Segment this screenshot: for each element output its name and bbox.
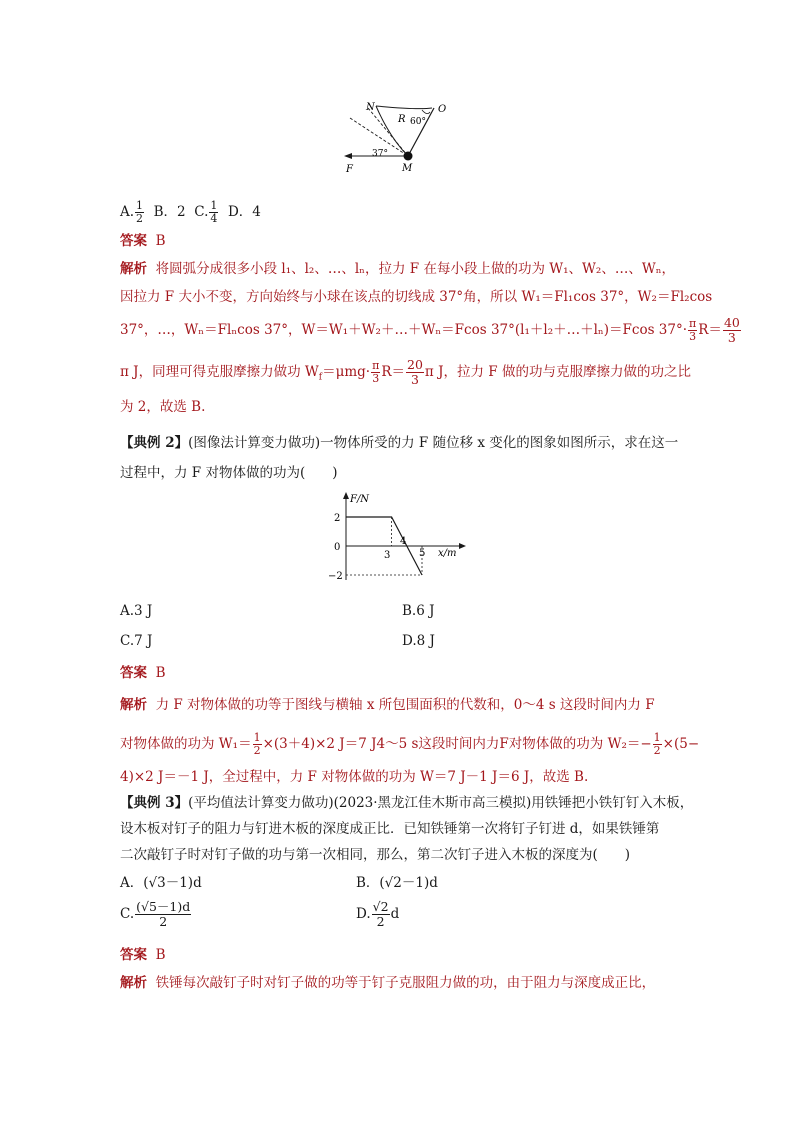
q2-option-D[interactable]: D.8 J: [402, 633, 435, 649]
q2-option-B[interactable]: B.6 J: [402, 603, 435, 619]
y-tick-0: 0: [334, 542, 341, 553]
label-F: F: [346, 164, 353, 175]
y-tick-2: 2: [334, 513, 341, 524]
label-M: M: [402, 163, 413, 174]
example-3-line2: 设木板对钉子的阻力与钉进木板的深度成正比．已知铁锤第一次将钉子钉进 d，如果铁锤第: [120, 821, 660, 837]
q1-opt-D[interactable]: D．4: [227, 204, 261, 220]
force-arrowhead: [344, 153, 352, 159]
y-tick-neg2: −2: [328, 571, 343, 582]
force-displacement-graph: [322, 490, 472, 582]
q2-option-A[interactable]: A.3 J: [120, 603, 153, 619]
arc-R: [376, 106, 432, 109]
angle-60: 60°: [410, 117, 426, 127]
y-axis-arrow: [343, 492, 349, 499]
q3-option-D[interactable]: D. $\frac{√2}{2}$ d: [356, 899, 400, 929]
q3-option-C[interactable]: C. $\frac{(√5-1)d}{2}$: [120, 899, 191, 929]
y-axis-label: F/N: [350, 494, 370, 505]
q1-opt-C[interactable]: C. $\frac{1}{4}$: [194, 199, 218, 225]
analysis-2-line3: 4)×2 J＝－1 J，全过程中，力 F 对物体做的功为 W＝7 J－1 J＝6 J，故选 B.: [120, 769, 589, 785]
label-R: R: [398, 114, 406, 125]
example-3-line1: 【典例 3】(平均值法计算变力做功)(2023·黑龙江佳木斯市高三模拟)用铁锤把小铁钉钉入木板，: [120, 795, 694, 811]
x-tick-3: 3: [384, 550, 391, 561]
analysis-1-line3: 37°，…，Wₙ＝Flₙcos 37°，W＝W₁＋W₂＋…＋Wₙ＝Fcos 37°(l₁＋l₂＋…＋lₙ)＝Fcos 37°· $\frac{\pi}{3}$ R＝ $\frac{40}{3}$: [120, 315, 740, 345]
analysis-1-line2: 因拉力 F 大小不变，方向始终与小球在该点的切线成 37°角，所以 W₁＝Fl₁cos 37°，W₂＝Fl₂cos: [120, 289, 713, 305]
q3-option-A[interactable]: A．(√3－1)d: [120, 875, 202, 891]
analysis-label: 解析: [120, 261, 147, 277]
q1-opt-A[interactable]: A. $\frac{1}{2}$: [120, 199, 144, 225]
x-axis-arrow: [459, 543, 466, 549]
x-tick-4: 4: [400, 536, 407, 547]
analysis-2-line1: 解析 力 F 对物体做的功等于图线与横轴 x 所包围面积的代数和，0～4 s 这段时间内力 F: [120, 697, 655, 713]
analysis-2-line2: 对物体做的功为 W₁＝ $\frac{1}{2}$ ×(3＋4)×2 J＝7 J4～5 s这段时间内力F对物体做的功为 W₂＝− $\frac{1}{2}$ ×(5−: [120, 731, 700, 757]
q1-options: [120, 200, 261, 225]
example-2-line2: 过程中，力 F 对物体做的功为( ): [120, 465, 338, 481]
analysis-1-line5: 为 2，故选 B.: [120, 399, 206, 415]
example-3-line3: 二次敲钉子时对钉子做的功与第一次相同，那么，第二次钉子进入木板的深度为( ): [120, 847, 631, 863]
answer-1: [120, 232, 166, 250]
pendulum-figure: [330, 98, 465, 178]
example-2-tag: 【典例 2】: [120, 435, 189, 451]
ball-M: [404, 152, 413, 161]
x-axis-label: x/m: [438, 548, 457, 559]
q3-option-B[interactable]: B．(√2－1)d: [356, 875, 438, 891]
angle-60-arc: [422, 110, 430, 114]
radius-OM: [408, 108, 434, 156]
angle-37: 37°: [372, 149, 388, 159]
answer-label: 答案: [120, 233, 147, 249]
x-tick-5: 5: [419, 548, 426, 559]
analysis-1-line1: 解析 将圆弧分成很多小段 l₁、l₂、…、lₙ，拉力 F 在每小段上做的功为 W₁、W₂、…、Wₙ，: [120, 261, 676, 277]
analysis-3-line1: 解析 铁锤每次敲钉子时对钉子做的功等于钉子克服阻力做的功，由于阻力与深度成正比，: [120, 975, 656, 991]
answer-value: B: [155, 233, 166, 249]
q1-opt-B[interactable]: B．2: [153, 204, 186, 220]
label-N: N: [366, 102, 375, 113]
answer-3: 答案 B: [120, 947, 166, 963]
analysis-1-line4: π J，同理可得克服摩擦力做功 $W_f=\mu mg\cdot$ $\frac{\pi}{3}$ R＝ $\frac{20}{3}$ π J，拉力 F 做的功与克服摩擦力做的功之比: [120, 357, 691, 387]
answer-2: 答案 B: [120, 665, 166, 681]
q2-option-C[interactable]: C.7 J: [120, 633, 153, 649]
example-2-line1: 【典例 2】(图像法计算变力做功)一物体所受的力 F 随位移 x 变化的图象如图所示，求在这一: [120, 435, 679, 451]
label-O: O: [438, 104, 447, 115]
